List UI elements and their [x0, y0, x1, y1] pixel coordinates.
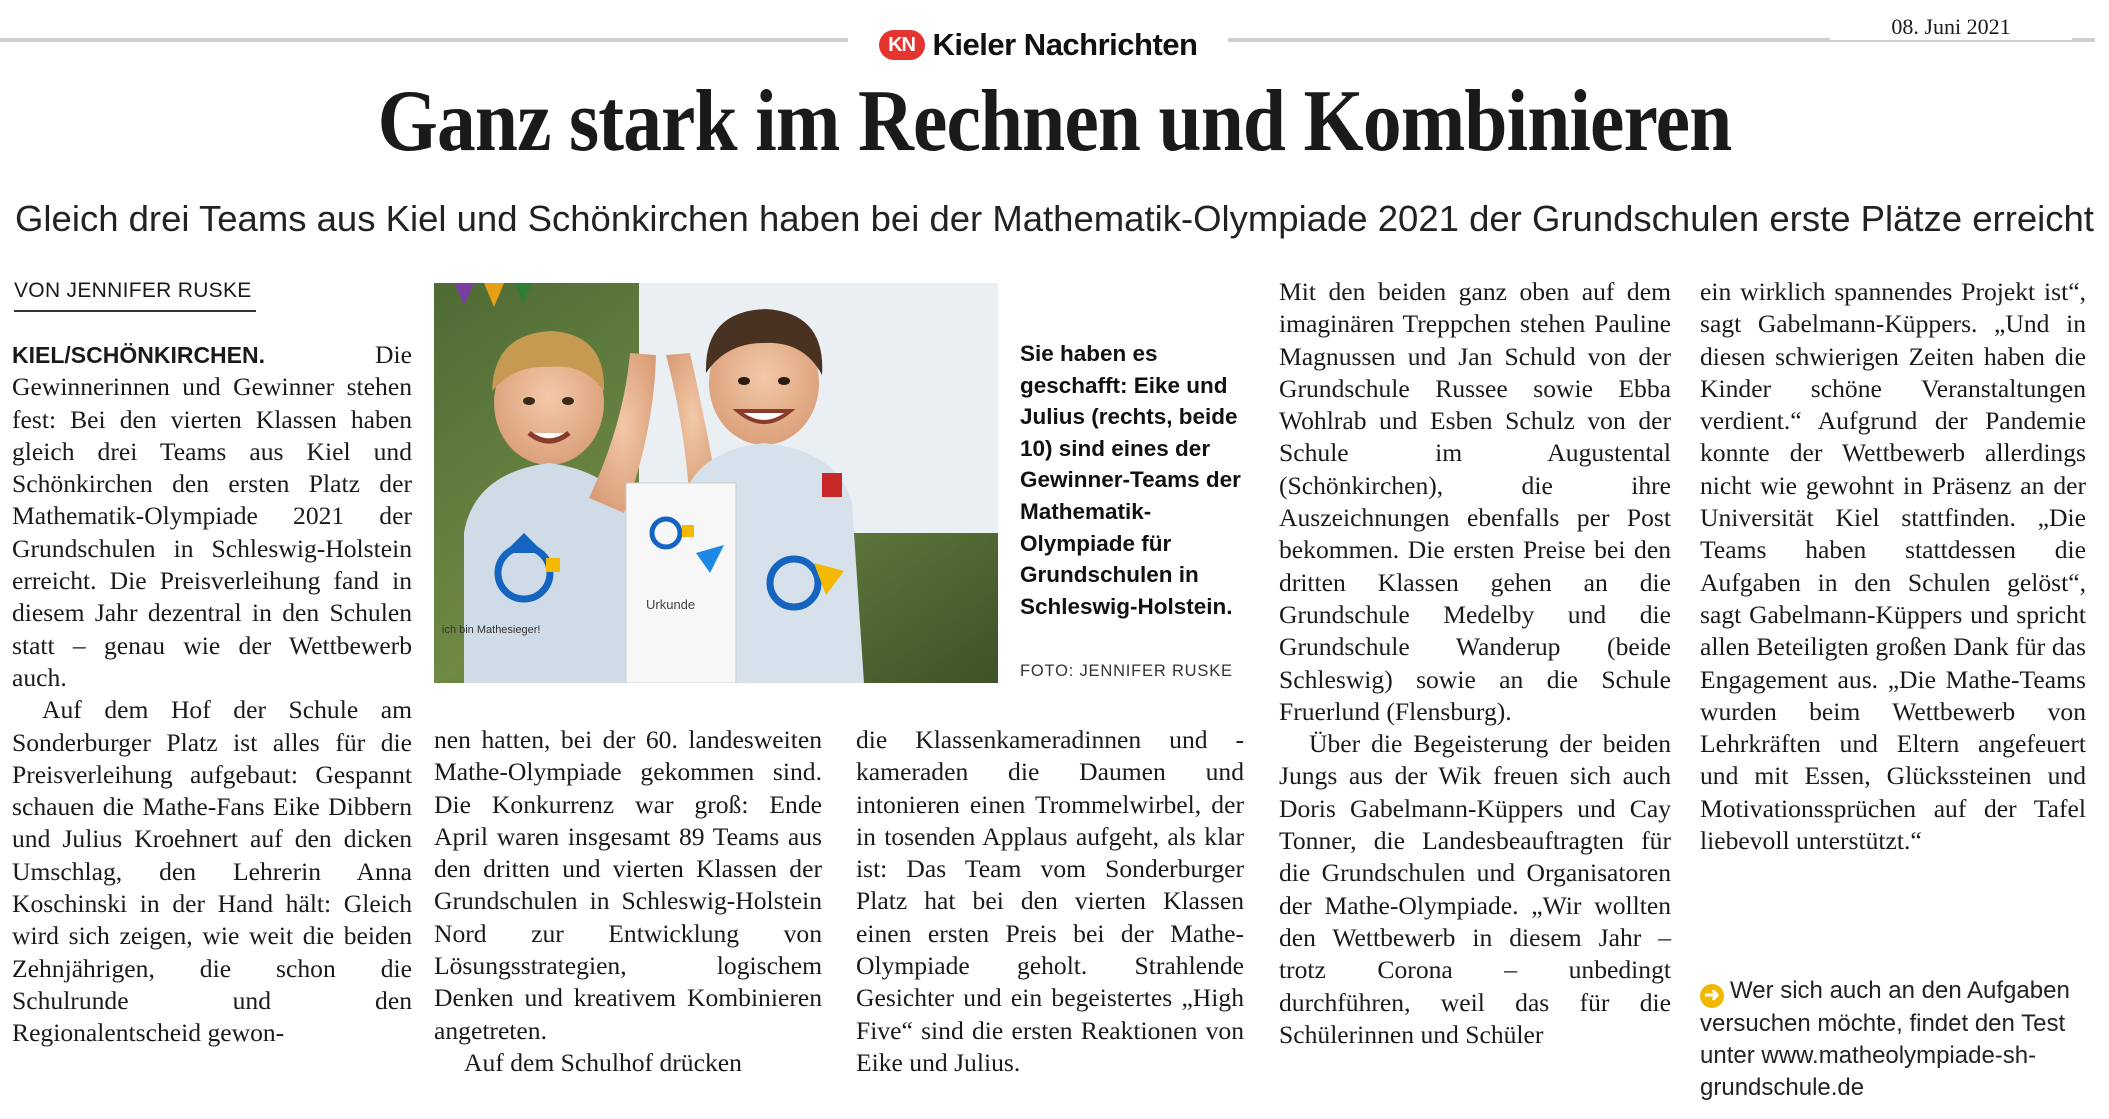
arrow-right-icon: ➜ [1700, 984, 1724, 1008]
article-column-1 [12, 339, 412, 1050]
photo-caption: Sie haben es geschafft: Eike und Julius (rechts, beide 10) sind eines der Gewinner-Teams der Mathematik-Olympiade für Grundschulen in Schleswig-Holstein. [1020, 341, 1241, 619]
issue-date: 08. Juni 2021 [1830, 14, 2072, 40]
photo-image [434, 283, 998, 683]
article-column-2 [434, 724, 822, 1079]
newspaper-name: Kieler Nachrichten [932, 27, 1198, 62]
info-text: Wer sich auch an den Aufgaben versuchen möchte, findet den Test unter www.matheolympiade-sh-grundschule.de [1700, 977, 2070, 1102]
paragraph: Auf dem Hof der Schule am Sonderburger Platz ist alles für die Preisverleihung aufgebaut: Gespannt schauen die Mathe-Fans Eike Dibbern und Julius Kroehnert auf den dicken Umschlag, den Lehrerin Anna Koschinski in der Hand hält: Gleich wird sich zeigen, wie weit die beiden Zehnjährigen, die schon die Schulrunde und den Regionalentscheid gewon- [12, 695, 412, 1048]
article-column-4 [1279, 276, 1671, 1051]
paragraph: Über die Begeisterung der beiden Jungs aus der Wik freuen sich auch Doris Gabelmann-Küppers und Cay Tonner, die Landesbeauftragten für die Grundschulen und Organisatoren der Mathe-Olympiade. „Wir wollten den Wettbewerb in diesem Jahr – trotz Corona – unbedingt durchführen, weil das für die Schülerinnen und Schüler [1279, 729, 1671, 1049]
info-note[interactable] [1700, 975, 2080, 1105]
dateline: KIEL/SCHÖNKIRCHEN. [12, 342, 266, 368]
article-column-5 [1700, 276, 2086, 857]
article-photo[interactable] [434, 283, 998, 683]
paragraph: nen hatten, bei der 60. landesweiten Mathe-Olympiade gekommen sind. Die Konkurrenz war groß: Ende April waren insgesamt 89 Teams aus den dritten und vierten Klassen der Grundschulen in Schleswig-Holstein Nord zur Entwicklung von Lösungsstrategien, logischem Denken und kreativem Kombinieren angetreten. [434, 725, 822, 1045]
byline-rule [14, 310, 256, 312]
kn-logo-icon: KN [879, 30, 925, 60]
certificate-title: Urkunde [646, 597, 696, 612]
photo-credit: FOTO: JENNIFER RUSKE [1020, 662, 1233, 680]
shirt-text: ich bin Mathesieger! [442, 624, 541, 636]
paragraph: Auf dem Schulhof drücken [464, 1047, 742, 1077]
article-byline: VON JENNIFER RUSKE [14, 279, 252, 302]
paragraph [12, 339, 412, 694]
article-headline: Ganz stark im Rechnen und Kombinieren [377, 73, 1732, 170]
article-column-3 [856, 724, 1244, 1079]
paragraph: ein wirklich spannendes Projekt ist“, sagt Gabelmann-Küppers. „Und in diesen schwierigen Zeiten haben die Kinder schöne Veranstaltungen verdient.“ Aufgrund der Pandemie konnte der Wettbewerb allerdings nicht wie gewohnt in Präsenz an der Universität Kiel stattfinden. „Die Teams haben stattdessen die Aufgaben in den Schulen gelöst“, sagt Gabelmann-Küppers und spricht allen Beteiligten großen Dank für das Engagement aus. „Die Mathe-Teams wurden beim Wettbewerb von Lehrkräften und Eltern angefeuert und mit Essen, Glückssteinen und Motivationssprüchen auf der Tafel liebevoll unterstützt.“ [1700, 277, 2086, 856]
paragraph: die Klassenkameradinnen und -kameraden die Daumen und intonieren einen Trommelwirbel, der in tosenden Applaus aufgeht, als klar ist: Das Team vom Sonderburger Platz hat bei den vierten Klassen einen ersten Preis bei der Mathe-Olympiade geholt. Strahlende Gesichter und ein begeistertes „High Five“ sind die ersten Reaktionen von Eike und Julius. [856, 725, 1244, 1077]
paragraph-text: Die Gewinnerinnen und Gewinner stehen fest: Bei den vierten Klassen haben gleich drei Teams aus Kiel und Schönkirchen den ersten Platz der Mathematik-Olympiade 2021 der Grundschulen in Schleswig-Holstein erreicht. Die Preisverleihung fand in diesem Jahr dezentral in den Schulen statt – genau wie der Wettbewerb auch. [12, 340, 412, 692]
article-subheadline: Gleich drei Teams aus Kiel und Schönkirchen haben bei der Mathematik-Olympiade 2021 der Grundschulen erste Plätze erreicht [15, 198, 2094, 239]
paragraph: Mit den beiden ganz oben auf dem imaginären Treppchen stehen Pauline Magnussen und Jan Schuld von der Grundschule Russee sowie Ebba Wohlrab und Esben Schulz von der Schule im Augustental (Schönkirchen), die ihre Auszeichnungen ebenfalls per Post bekommen. Die ersten Preise bei den dritten Klassen gehen an die Grundschule Medelby und die Grundschule Wanderup (beide Schleswig) sowie an die Schule Fruerlund (Flensburg). [1279, 277, 1671, 726]
masthead-logo[interactable] [848, 27, 1228, 63]
